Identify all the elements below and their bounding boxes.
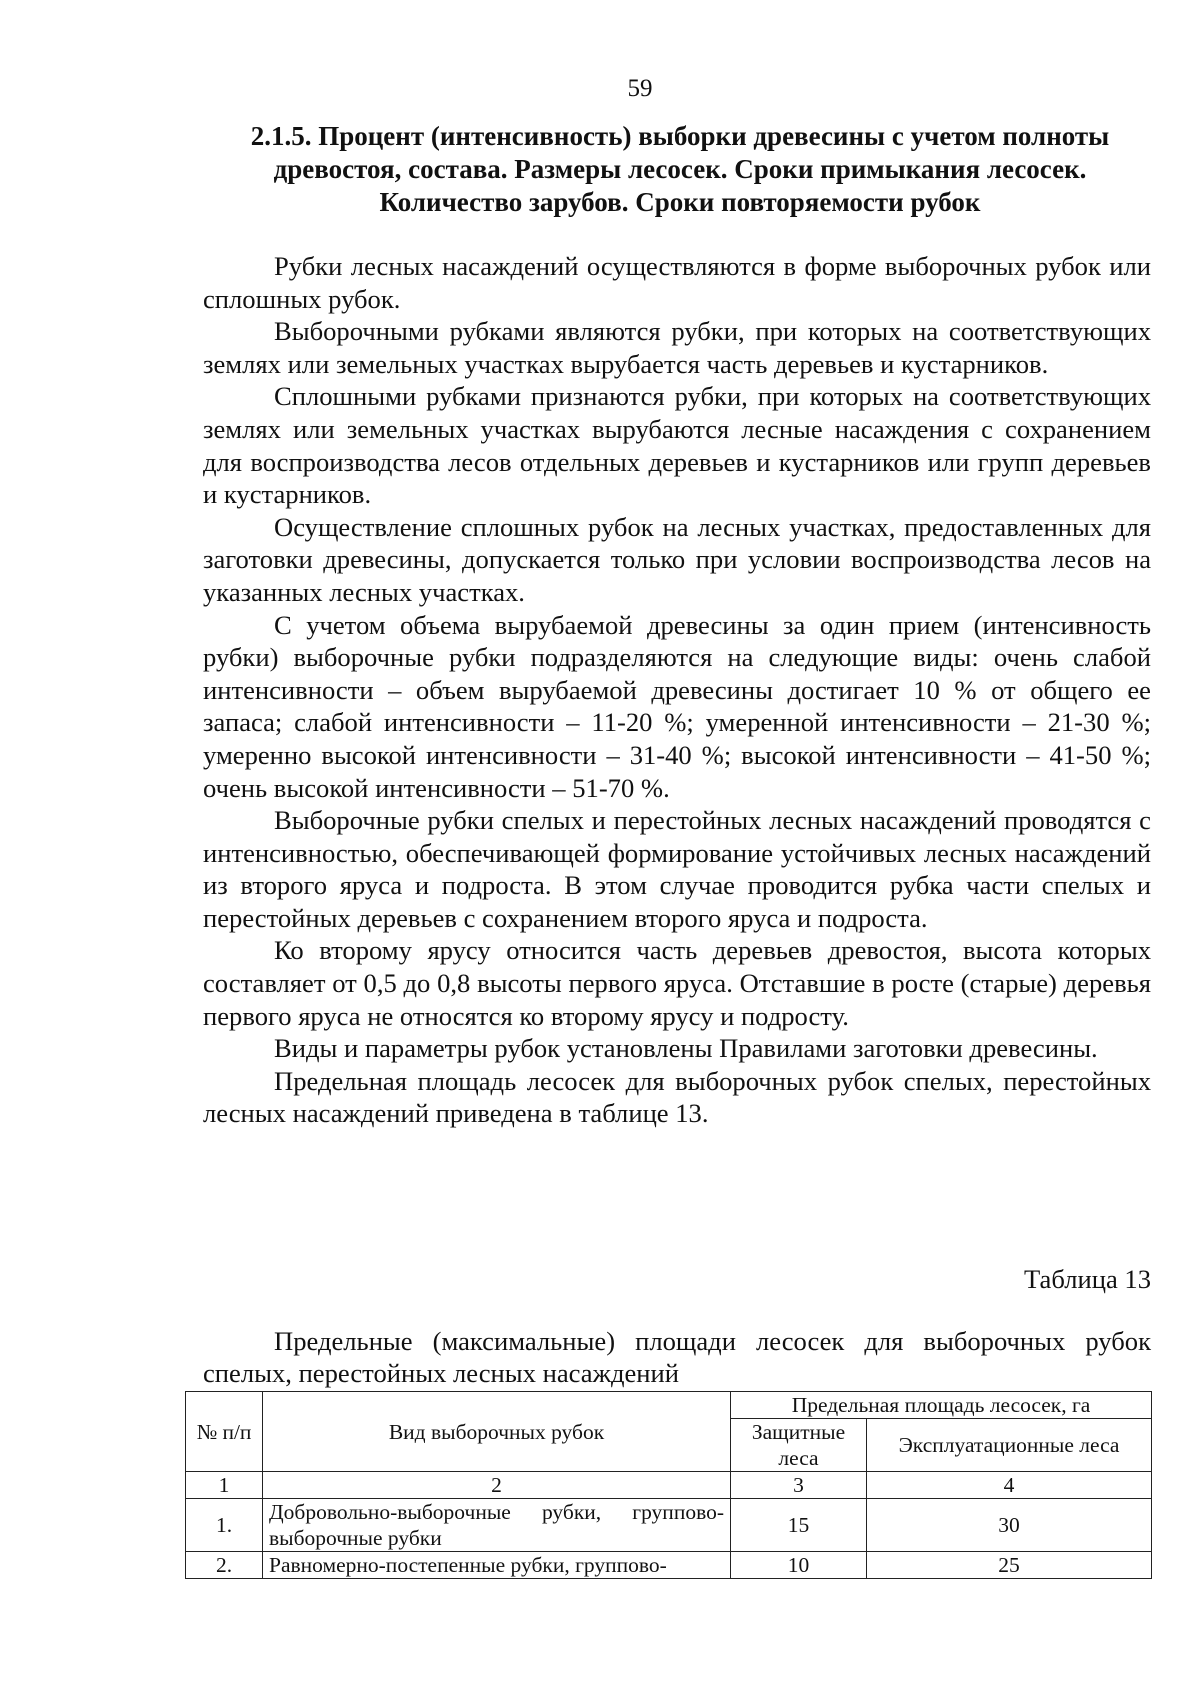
table-column-numbers-row bbox=[186, 1472, 1152, 1499]
column-number: 4 bbox=[867, 1472, 1152, 1499]
table-title: Предельные (максимальные) площади лесосек для выборочных рубок спелых, перестойных лесных насаждений bbox=[203, 1326, 1151, 1388]
table-row bbox=[186, 1499, 1152, 1552]
row-exploitation: 25 bbox=[867, 1552, 1152, 1579]
paragraph: С учетом объема вырубаемой древесины за один прием (интенсивность рубки) выборочные рубки подразделяются на следующие виды: очень слабой интенсивности – объем вырубаемой древесины достигает 10 % от общего ее запаса; слабой интенсивности – 11-20 %; умеренной интенсивности – 21-30 %; умеренно высокой интенсивности – 31-40 %; высокой интенсивности – 41-50 %; очень высокой интенсивности – 51-70 %. bbox=[203, 609, 1151, 803]
cutting-area-table bbox=[185, 1391, 1152, 1579]
section-heading bbox=[200, 120, 1160, 219]
header-protective: Защитные леса bbox=[731, 1419, 867, 1472]
column-number: 1 bbox=[186, 1472, 263, 1499]
header-num: № п/п bbox=[186, 1392, 263, 1472]
page-number: 59 bbox=[627, 75, 653, 102]
header-area-group: Предельная площадь лесосек, га bbox=[731, 1392, 1152, 1419]
header-exploitation: Эксплуатационные леса bbox=[867, 1419, 1152, 1472]
paragraph: Сплошными рубками признаются рубки, при которых на соответствующих землях или земельных участках вырубаются лесные насаждения с сохранением для воспроизводства лесов отдельных деревьев и кустарников или групп деревьев и кустарников. bbox=[203, 381, 1151, 510]
row-protective: 15 bbox=[731, 1499, 867, 1552]
row-num: 2. bbox=[186, 1552, 263, 1579]
table-row bbox=[186, 1552, 1152, 1579]
row-exploitation: 30 bbox=[867, 1499, 1152, 1552]
row-num: 1. bbox=[186, 1499, 263, 1552]
paragraph: Осуществление сплошных рубок на лесных участках, предоставленных для заготовки древесины, допускается только при условии воспроизводства лесов на указанных лесных участках. bbox=[203, 511, 1151, 607]
row-protective: 10 bbox=[731, 1552, 867, 1579]
section-heading-line: древостоя, состава. Размеры лесосек. Сроки примыкания лесосек. bbox=[273, 154, 1087, 184]
table-header-row bbox=[186, 1392, 1152, 1419]
section-heading-line: 2.1.5. Процент (интенсивность) выборки древесины с учетом полноты bbox=[250, 121, 1110, 151]
paragraph: Рубки лесных насаждений осуществляются в форме выборочных рубок или сплошных рубок. bbox=[203, 251, 1151, 314]
table-label: Таблица 13 bbox=[1023, 1264, 1151, 1294]
row-kind: Добровольно-выборочные рубки, группово-выборочные рубки bbox=[263, 1499, 731, 1552]
section-heading-line: Количество зарубов. Сроки повторяемости рубок bbox=[379, 187, 981, 217]
paragraph: Предельная площадь лесосек для выборочных рубок спелых, перестойных лесных насаждений приведена в таблице 13. bbox=[203, 1065, 1151, 1129]
column-number: 3 bbox=[731, 1472, 867, 1499]
body-text bbox=[203, 250, 1151, 1130]
paragraph: Виды и параметры рубок установлены Правилами заготовки древесины. bbox=[274, 1033, 1098, 1064]
column-number: 2 bbox=[263, 1472, 731, 1499]
header-kind: Вид выборочных рубок bbox=[263, 1392, 731, 1472]
paragraph: Выборочные рубки спелых и перестойных лесных насаждений проводятся с интенсивностью, обеспечивающей формирование устойчивых лесных насаждений из второго яруса и подроста. В этом случае проводится рубка части спелых и перестойных деревьев с сохранением второго яруса и подроста. bbox=[203, 805, 1151, 933]
table-container bbox=[185, 1391, 1151, 1579]
row-kind: Равномерно-постепенные рубки, группово- bbox=[263, 1552, 731, 1579]
paragraph: Выборочными рубками являются рубки, при которых на соответствующих землях или земельных участках вырубается часть деревьев и кустарников. bbox=[203, 316, 1151, 379]
paragraph: Ко второму ярусу относится часть деревьев древостоя, высота которых составляет от 0,5 до 0,8 высоты первого яруса. Отставшие в росте (старые) деревья первого яруса не относятся ко второму ярусу и подросту. bbox=[203, 935, 1151, 1031]
